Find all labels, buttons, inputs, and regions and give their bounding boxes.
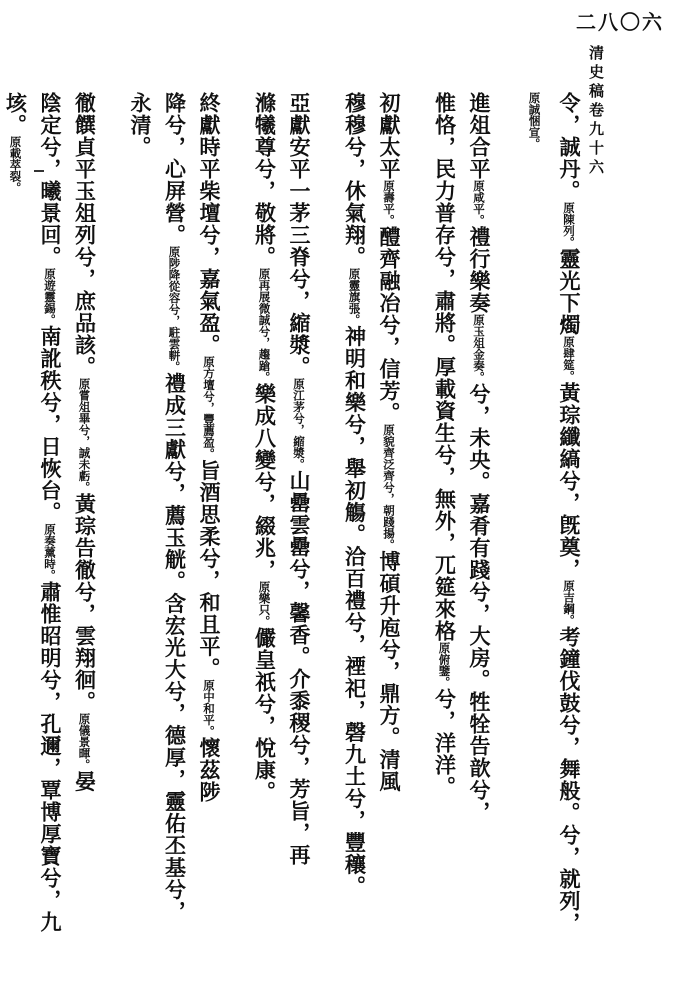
annotation-note: 趨蹌。 (257, 348, 272, 383)
text-segment: 惟恪，民力普存兮，肅將。厚載資生兮，無外，兀筵來格 (432, 92, 458, 642)
text-segment: 考鐘伐鼓兮，舞般。 (557, 626, 582, 824)
text-column (337, 92, 372, 972)
text-segment: 兮，未央。嘉肴有踐兮，大房。牲牷告歆兮， (467, 383, 492, 823)
text-column (192, 92, 248, 972)
text-segment: 樂成八變兮，綴兆， (252, 383, 278, 581)
text-segment: 儼皇祇兮，悅康。 (252, 627, 278, 803)
text-segment: 神明和樂兮，舉初觴。洽百禮兮，禋祀，磬九土兮，豐穰。 (342, 325, 368, 898)
text-segment: 兮，就列， (557, 824, 582, 934)
annotation-note: 原靈旗張。 (347, 268, 362, 326)
text-segment: 永清。 (128, 92, 153, 158)
text-column (552, 92, 587, 972)
text-segment: 晏 (72, 770, 98, 793)
text-column (462, 92, 518, 972)
annotation-note: 原陳列。 (562, 202, 576, 248)
text-segment: 降兮，心屏營。 (162, 92, 188, 246)
annotation-note: 誠未虧。 (77, 447, 92, 493)
annotation-note: 原再展微誠兮， (257, 268, 272, 349)
page-number: 二八〇六 (576, 9, 664, 34)
text-segment: 穆穆兮，休氣翔。 (342, 92, 368, 268)
annotation-note: 豐薦盈。 (202, 413, 216, 460)
text-segment: 博碩升庖兮，鼎方。清風 (377, 550, 402, 793)
text-segment: 懷茲陟 (197, 737, 222, 803)
text-segment: 合平 (467, 136, 492, 180)
text-segment: 山罍雲罍兮，馨香。介黍稷兮，芳旨，再 (287, 470, 312, 866)
text-segment: 初獻太平 (377, 92, 402, 180)
text-segment: 一茅三脊兮，縮漿。 (287, 180, 312, 378)
text-segment: 徹饌貞平 (72, 92, 98, 180)
annotation-note: 原樂只。 (257, 581, 272, 627)
annotation-note: 縮漿。 (292, 435, 306, 470)
annotation-note: 原吉鋼。 (562, 580, 576, 626)
text-column (372, 92, 428, 972)
text-column (123, 92, 158, 972)
text-column (157, 92, 192, 972)
annotation-note: 原遊靈錫。 (43, 268, 57, 326)
annotation-note: 原儀景暉。 (77, 713, 92, 771)
annotation-note: 原嘗俎畢兮， (77, 378, 92, 447)
annotation-note: 原江茅兮， (292, 378, 306, 436)
text-column (0, 92, 33, 972)
text-segment: 黃琮告徹兮，雲翔徊。 (72, 493, 98, 713)
text-segment: 陰定兮，曦景回。 (38, 92, 63, 268)
text-segment: 兮，洋洋。 (432, 688, 458, 798)
annotation-note: 原貌齊泛齊兮， (382, 424, 396, 505)
annotation-note: 原肆筵。 (562, 336, 576, 382)
text-column (517, 92, 552, 972)
text-segment: 柴壇兮，嘉氣盈。 (197, 180, 222, 356)
annotation-note: 原壽平。 (382, 180, 396, 226)
body-text (3, 92, 586, 972)
text-segment: 禮成三獻兮，薦玉觥。含宏光大兮，德厚，靈佑丕基兮， (162, 372, 188, 923)
text-column (427, 92, 462, 972)
text-column (33, 92, 68, 972)
text-segment: 南訛秩兮，日恢台。 (38, 325, 63, 524)
annotation-note: 原誠悃宣。 (527, 92, 542, 150)
annotation-note: 原方壇兮， (202, 356, 216, 414)
annotation-note: 原陟降從容兮， (167, 246, 182, 327)
annotation-note: 原咸平。 (472, 180, 486, 226)
text-column (282, 92, 338, 972)
text-column (67, 92, 123, 972)
text-segment: 禮行樂奏 (467, 226, 492, 314)
text-segment: 垓。 (3, 92, 29, 136)
annotation-note: 原玉俎金奏。 (472, 314, 486, 383)
text-segment: 玉俎列兮，庶品該。 (72, 180, 98, 378)
text-segment: 靈光下燭 (557, 248, 582, 336)
text-segment: 終獻時平 (197, 92, 222, 180)
text-segment: 進俎 (467, 92, 492, 136)
running-header-title: 清史稿卷九十六 (587, 45, 605, 178)
annotation-note: 原奏薰時。 (43, 523, 57, 581)
text-segment: 亞獻安平 (287, 92, 312, 180)
text-segment: 滌犧尊兮，敬將。 (252, 92, 278, 268)
text-column (247, 92, 282, 972)
text-segment: 肅惟昭明兮，孔邇，覃博厚寶兮，九 (38, 581, 63, 933)
annotation-note: 朝踐揚。 (382, 504, 396, 551)
annotation-note: 原俯鑒。 (437, 642, 452, 688)
annotation-note: 原中和平。 (202, 679, 216, 737)
text-segment: 醴齊融冶兮，信芳。 (377, 226, 402, 424)
annotation-note: 原載萃裂。 (8, 136, 23, 194)
annotation-note: 駐雲軿。 (167, 326, 182, 373)
text-segment: 旨酒思柔兮，和且平。 (197, 459, 222, 680)
text-segment: 黃琮纖縞兮，旣奠， (557, 382, 582, 580)
text-segment: 令，誠丹。 (557, 92, 582, 202)
